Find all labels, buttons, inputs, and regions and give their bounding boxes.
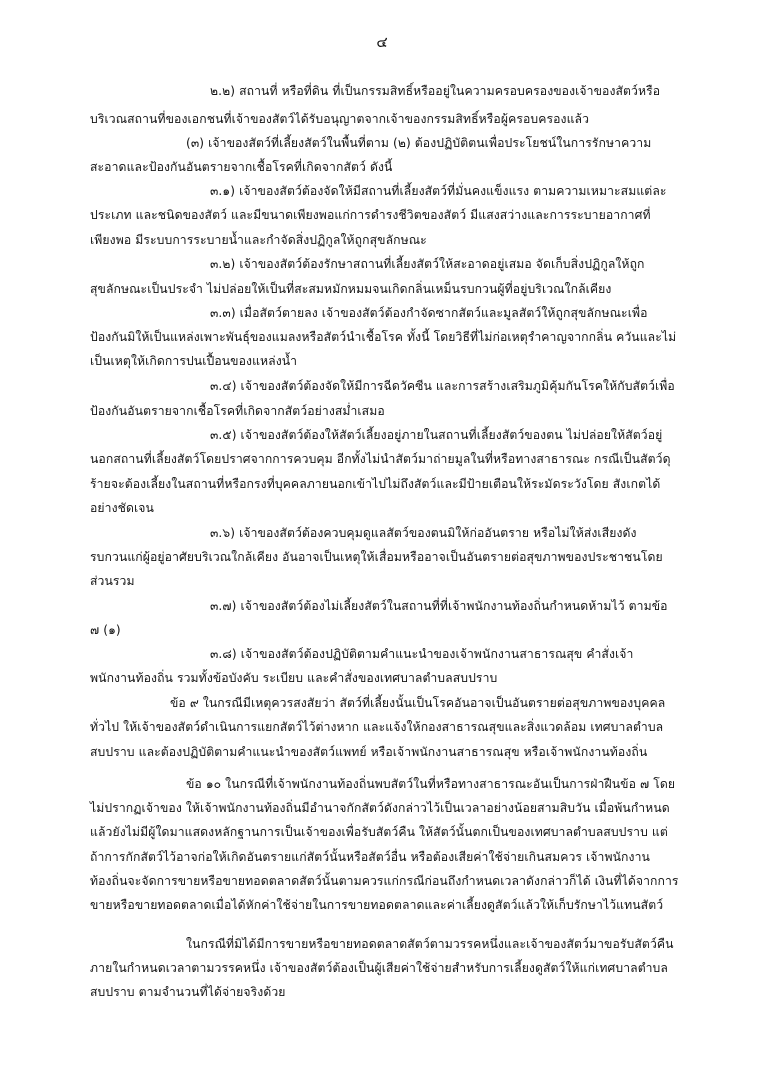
text-line: แล้วยังไม่มีผู้ใดมาแสดงหลักฐานการเป็นเจ้าของเพื่อรับสัตว์คืน ให้สัตว์นั้นตกเป็นของเทศบาลตำบลสบปราบ แต่ [90,825,668,839]
text-line: ป้องกันอันตรายจากเชื้อโรคที่เกิดจากสัตว์อย่างสม่ำเสมอ [90,404,385,418]
text-line: ไม่ปรากฏเจ้าของ ให้เจ้าพนักงานท้องถิ่นมีอำนาจกักสัตว์ดังกล่าวไว้เป็นเวลาอย่างน้อยสามสิบวัน เมื่อพ้นกำหนด [90,801,670,815]
text-line: ๓.๖) เจ้าของสัตว์ต้องควบคุมดูแลสัตว์ของตนมิให้ก่ออันตราย หรือไม่ให้ส่งเสียงดัง [210,526,637,540]
text-line: ข้อ ๑๐ ในกรณีที่เจ้าพนักงานท้องถิ่นพบสัตว์ในที่หรือทางสาธารณะอันเป็นการฝ่าฝืนข้อ ๗ โดย [186,777,676,791]
text-line: ๗ (๑) [90,623,121,637]
text-line: สบปราบ ตามจำนวนที่ได้จ่ายจริงด้วย [90,985,286,999]
text-line: ๓.๑) เจ้าของสัตว์ต้องจัดให้มีสถานที่เลี้ยงสัตว์ที่มั่นคงแข็งแรง ตามความเหมาะสมแต่ละ [210,184,667,198]
text-line: เป็นเหตุให้เกิดการปนเปื้อนของแหล่งน้ำ [90,354,298,368]
text-line: ๓.๗) เจ้าของสัตว์ต้องไม่เลี้ยงสัตว์ในสถานที่ที่เจ้าพนักงานท้องถิ่นกำหนดห้ามไว้ ตามข้อ [210,599,668,613]
text-line: อย่างชัดเจน [90,501,154,515]
text-line: ขายหรือขายทอดตลาดเมื่อได้หักค่าใช้จ่ายในการขายทอดตลาดและค่าเลี้ยงดูสัตว์แล้วให้เก็บรักษาไว้แทนสัตว์ [90,898,664,912]
text-line: ถ้าการกักสัตว์ไว้อาจก่อให้เกิดอันตรายแก่สัตว์นั้นหรือสัตว์อื่น หรือต้องเสียค่าใช้จ่ายเกินสมควร เจ้าพนักงาน [90,850,650,864]
text-line: ๓.๓) เมื่อสัตว์ตายลง เจ้าของสัตว์ต้องกำจัดซากสัตว์และมูลสัตว์ให้ถูกสุขลักษณะเพื่อ [210,306,648,320]
text-line: ภายในกำหนดเวลาตามวรรคหนึ่ง เจ้าของสัตว์ต้องเป็นผู้เสียค่าใช้จ่ายสำหรับการเลี้ยงดูสัตว์ให้แก่เทศบาลตำบล [90,961,668,975]
text-line: ร้ายจะต้องเลี้ยงในสถานที่หรือกรงที่บุคคลภายนอกเข้าไปไม่ถึงสัตว์และมีป้ายเตือนให้ระมัดระวังโดย สังเกตได้ [90,477,661,491]
text-line: ๓.๕) เจ้าของสัตว์ต้องให้สัตว์เลี้ยงอยู่ภายในสถานที่เลี้ยงสัตว์ของตน ไม่ปล่อยให้สัตว์อยู่ [210,428,663,442]
text-line: (๓) เจ้าของสัตว์ที่เลี้ยงสัตว์ในพื้นที่ตาม (๒) ต้องปฏิบัติตนเพื่อประโยชน์ในการรักษาความ [186,136,652,150]
text-line: ในกรณีที่มิได้มีการขายหรือขายทอดตลาดสัตว์ตามวรรคหนึ่งและเจ้าของสัตว์มาขอรับสัตว์คืน [186,937,674,951]
text-line: ข้อ ๙ ในกรณีมีเหตุควรสงสัยว่า สัตว์ที่เลี้ยงนั้นเป็นโรคอันอาจเป็นอันตรายต่อสุขภาพของบุคคล [170,696,666,710]
text-line: ประเภท และชนิดของสัตว์ และมีขนาดเพียงพอแก่การดำรงชีวิตของสัตว์ มีแสงสว่างและการระบายอากาศที่ [90,208,651,222]
text-line: เพียงพอ มีระบบการระบายน้ำและกำจัดสิ่งปฏิกูลให้ถูกสุขลักษณะ [90,233,427,247]
text-line: ๓.๔) เจ้าของสัตว์ต้องจัดให้มีการฉีดวัคซีน และการสร้างเสริมภูมิคุ้มกันโรคให้กับสัตว์เพื่อ [210,379,675,393]
text-line: สะอาดและป้องกันอันตรายจากเชื้อโรคที่เกิดจากสัตว์ ดังนี้ [90,160,393,174]
text-line: ๓.๒) เจ้าของสัตว์ต้องรักษาสถานที่เลี้ยงสัตว์ให้สะอาดอยู่เสมอ จัดเก็บสิ่งปฏิกูลให้ถูก [210,257,645,271]
page-number: ๔ [376,33,388,51]
text-line: ทั่วไป ให้เจ้าของสัตว์ดำเนินการแยกสัตว์ไว้ต่างหาก และแจ้งให้กองสาธารณสุขและสิ่งแวดล้อม เทศบาลตำบล [90,720,664,734]
text-line: ๓.๘) เจ้าของสัตว์ต้องปฏิบัติตามคำแนะนำของเจ้าพนักงานสาธารณสุข คำสั่งเจ้า [210,647,634,661]
text-line: ท้องถิ่นจะจัดการขายหรือขายทอดตลาดสัตว์นั้นตามควรแก่กรณีก่อนถึงกำหนดเวลาดังกล่าวก็ได้ เงินที่ได้จากการ [90,874,679,888]
text-line: ส่วนรวม [90,574,135,588]
text-line: ๒.๒) สถานที่ หรือที่ดิน ที่เป็นกรรมสิทธิ์หรืออยู่ในความครอบครองของเจ้าของสัตว์หรือ [210,84,661,98]
text-line: ป้องกันมิให้เป็นแหล่งเพาะพันธุ์ของแมลงหรือสัตว์นำเชื้อโรค ทั้งนี้ โดยวิธีที่ไม่ก่อเหตุรำคาญจากกลิ่น ควันและไม่ [90,330,677,344]
text-line: รบกวนแก่ผู้อยู่อาศัยบริเวณใกล้เคียง อันอาจเป็นเหตุให้เสื่อมหรืออาจเป็นอันตรายต่อสุขภาพของประชาชนโดย [90,550,663,564]
text-line: พนักงานท้องถิ่น รวมทั้งข้อบังคับ ระเบียบ และคำสั่งของเทศบาลตำบลสบปราบ [90,671,498,685]
text-line: สุขลักษณะเป็นประจำ ไม่ปล่อยให้เป็นที่สะสมหมักหมมจนเกิดกลิ่นเหม็นรบกวนผู้ที่อยู่บริเวณใกล้เคียง [90,282,612,296]
text-line: นอกสถานที่เลี้ยงสัตว์โดยปราศจากการควบคุม อีกทั้งไม่นำสัตว์มาถ่ายมูลในที่หรือทางสาธารณะ กรณีเป็นสัตว์ดุ [90,452,671,466]
text-line: บริเวณสถานที่ของเอกชนที่เจ้าของสัตว์ได้รับอนุญาตจากเจ้าของกรรมสิทธิ์หรือผู้ครอบครองแล้ว [90,112,590,126]
text-line: สบปราบ และต้องปฏิบัติตามคำแนะนำของสัตว์แพทย์ หรือเจ้าพนักงานสาธารณสุข หรือเจ้าพนักงานท้องถิ่น [90,745,648,759]
